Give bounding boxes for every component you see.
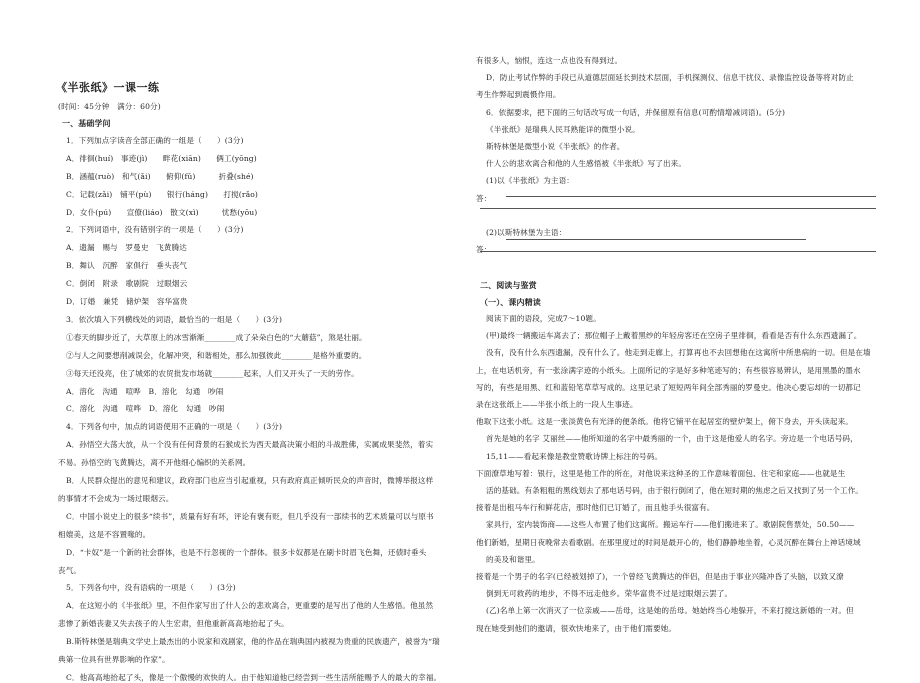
right-line-29: 的美及和谐里。: [486, 554, 540, 564]
right-line-6: 什人公的悲欢离合和他的人生感悟被《半张纸》写了出来。: [486, 159, 687, 169]
left-line-6: 2．下列词语中，没有错别字的一项是（ ）(3分): [66, 225, 244, 235]
right-line-16: (甲)最终一辆搬运车离去了；那位帽子上戴着黑纱的年轻房客还在空房子里徘徊，看看是否有什么东西遗漏了。: [486, 331, 862, 341]
left-line-18: A．孙悟空大荡大放，从一个没有任何背景的石猴成长为西天最高决策小组的斗战胜佛，实属成果斐然，着实: [66, 440, 434, 450]
left-line-15: A．溶化 沟通 喧哗 B．溶化 勾通 吵闹: [66, 386, 224, 396]
left-line-16: C．溶化 沟通 喧哗 D．溶化 勾通 吵闹: [66, 404, 225, 414]
left-line-30: 典第一位具有世界影响的作家”。: [58, 655, 170, 664]
left-line-11: 3．依次填入下列横线处的词语，最恰当的一组是（ ）(3分): [66, 314, 283, 324]
left-line-0: 一、基础学问: [62, 118, 111, 128]
right-line-7: (1)以《半张纸》为主语：: [486, 176, 574, 186]
left-line-25: 丧气。: [58, 565, 82, 575]
left-line-27: A．在这短小的《半张纸》里，不但作家写出了什人公的悲欢离合，更重要的是写出了他的人生感悟。他虽然: [66, 601, 434, 611]
right-line-22: 首先是她的名字 艾丽丝——他所知道的名字中最秀丽的一个，由于这是他爱人的名字。旁边是一个电话号码，: [486, 434, 858, 444]
left-line-21: 的事情才不会成为一场过眼烟云。: [58, 493, 174, 503]
left-line-8: B．舞认 沉醉 家俱行 垂头丧气: [66, 261, 188, 271]
left-line-20: B．人民群众提出的意见和建议，政府部门也应当引起重视，只有政府真正倾听民众的声音时，微博举报这样: [66, 476, 434, 485]
left-line-26: 5．下列各句中，没有语病的一项是（ ）(3分): [66, 583, 236, 593]
left-line-5: D．女仆(pú) 宣僚(liáo) 散文(xì) 忧愁(yōu): [66, 207, 258, 217]
right-line-18: 上，在电话机旁，有一张涂满字迹的小纸头。上面所记的字是好多种笔迹写的；有些很容易辨认，是用黑墨的墨水: [476, 365, 861, 375]
left-line-9: C．倒闭 附录 歌剧院 过眼烟云: [66, 279, 188, 289]
right-line-10: (2)以斯特林堡为主语：: [486, 228, 567, 237]
right-line-15: 阅读下面的语段，完成7～10题。: [486, 314, 601, 323]
right-line-27: 家具行，室内装饰商——这些人布置了他们这寓所。搬运车行——他们搬进来了。歌剧院售票处，50.50——: [486, 520, 855, 530]
right-line-31: 倒到无可救药的地步，不得不远走他乡。荣华富贵不过是过眼烟云罢了。: [486, 589, 733, 599]
left-line-31: C．他高高地抬起了头，像是一个傲慢的欢快的人。由于他知道他已经尝到一些生活所能赐予人的最大的幸福。: [66, 672, 442, 682]
right-line-1: D．防止考试作弊的手段已从道德层面延长到技术层面，手机探测仪、信息干扰仪、录像监控设备等将对防止: [486, 73, 854, 83]
right-line-23: 15,11——看起来像是教堂赞歌诗牌上标注的号码。: [486, 451, 663, 461]
right-line-4: 《半张纸》是瑞典人民耳熟能详的微型小说。: [486, 124, 640, 134]
answer-line-2b[interactable]: [480, 251, 876, 252]
right-line-11: 答：: [476, 245, 492, 255]
right-line-0: 有很多人，恼恨，连这一点也没有得到过。: [476, 56, 623, 65]
right-line-33: 现在她受到他们的邀请，很欢快地来了，由于他们需要她。: [476, 623, 677, 633]
left-line-22: C．中国小说史上的很多“续书”，质量有好有坏，评论有褒有贬，但几乎没有一部续书的艺术质量可以与原书: [66, 511, 434, 521]
left-line-24: D．“卡奴”是一个新的社会群体，也是不行忽视的一个群体。很多卡奴都是在刷卡时眉飞色舞，还债时垂头: [66, 547, 427, 557]
right-line-14: （一）、课内精读: [480, 296, 541, 307]
right-line-19: 写的，有些是用黑、红和蓝铅笔草草写成的。这里记录了短短两年间全部秀丽的罗曼史。他决心要忘却的一切都记: [476, 382, 861, 392]
left-line-29: B.斯特林堡是瑞典文学史上最杰出的小说家和戏剧家，他的作品在瑞典国内被视为贵重的民族遗产，被誉为“瑞: [66, 637, 440, 647]
right-line-20: 录在这张纸上——半张小纸上的一段人生事迹。: [476, 400, 638, 409]
left-line-17: 4．下列各句中，加点的词语使用不正确的一项是（ ）(3分): [66, 422, 283, 432]
right-line-26: 接着是出租马车行和鲜花店，那时他们已订婚了，而且他手头很富有。: [476, 503, 715, 513]
left-line-4: C．记载(zǎi) 铺平(pù) 银行(háng) 打搅(rǎo): [66, 189, 258, 199]
right-line-24: 下面潦草地写着：银行，这里是他工作的所在，对他说来这种圣的工作意味着面包、住宅和家庭——也就是生: [476, 468, 846, 478]
right-line-5: 斯特林堡是微型小说《半张纸》的作者。: [486, 142, 625, 151]
left-line-28: 悲惨了新婚丧妻又失去孩子的人生宏肃，但他重新高高地抬起了头。: [58, 619, 289, 629]
answer-line-1[interactable]: [506, 196, 876, 197]
right-line-28: 他们新婚，星期日夜晚常去看歌剧。在那里度过的时间是最开心的，他们静静地坐着，心灵沉醉在舞台上神话境域: [476, 537, 861, 547]
answer-line-1b[interactable]: [480, 208, 876, 209]
right-line-3: 6．依据要求，把下面的三句话改写成一句话，并保留原有信息(可酌情增减词语)。(5分): [486, 107, 786, 117]
right-line-13: 二、阅读与鉴赏: [480, 279, 537, 290]
left-line-13: ②与人之间要想削减误会，化解冲突，和谐相处，那么加强彼此________是格外重要的。: [66, 350, 367, 360]
left-line-10: D．订婚 兼凭 储炉架 容华富贵: [66, 297, 188, 306]
left-line-14: ③每天还没亮，住了城郊的农贸批发市场就________起来，人们又开头了一天的劳作。: [66, 368, 359, 378]
left-line-7: A．遗漏 赐与 罗曼史 飞黄腾达: [66, 243, 187, 253]
right-line-8: 答：: [476, 193, 492, 203]
right-line-2: 考生作弊起到震慑作用。: [476, 90, 561, 100]
left-line-12: ①春天的脚步近了，大草原上的冰雪渐渐________成了朵朵白色的“大蘑菇”，煞是壮丽。: [66, 332, 367, 342]
left-line-23: 相媲美，这是不容置喙的。: [58, 529, 151, 539]
left-line-1: 1．下列加点字读音全部正确的一组是（ ）(3分): [66, 135, 244, 145]
exam-meta: (时间：45分钟 满分：60分): [58, 102, 161, 111]
right-line-30: 接着是一个男子的名字(已经被划掉了)，一个曾经飞黄腾达的伴侣，但是由于事业兴隆冲昏了头脑，以致又潦: [476, 572, 844, 581]
right-line-21: 他取下这张小纸。这是一张淡黄色有光泽的便条纸。他将它铺平在起居室的壁炉架上，俯下身去，开头读起来。: [476, 417, 853, 427]
left-line-2: A．徘徊(huí) 事迹(jì) 畔花(xiān) 俩工(yōng): [66, 153, 257, 163]
left-line-19: 不易。孙悟空的飞黄腾达，离不开他细心编织的关系网。: [58, 458, 251, 468]
left-line-3: B．涵蕴(ruò) 和气(ǎi) 俯仰(fǔ) 折叠(shé): [66, 171, 254, 181]
document-title: 《半张纸》一课一练: [56, 81, 160, 94]
answer-line-2[interactable]: [506, 239, 806, 240]
right-line-32: (乙)名单上第一次消灭了一位亲戚——岳母，这是她的岳母。她始终当心地躲开，不来打搅这新婚的一对。但: [486, 606, 854, 616]
right-line-25: 活的基础。有条粗粗的黑线划去了那电话号码，由于银行倒闭了，他在短时期的焦虑之后又找到了另一个工作。: [486, 486, 863, 495]
right-line-17: 没有，没有什么东西遗漏，没有什么了。他走到走廊上，打算再也不去回想他在这寓所中所患病的一切。但是在墙: [486, 348, 871, 358]
